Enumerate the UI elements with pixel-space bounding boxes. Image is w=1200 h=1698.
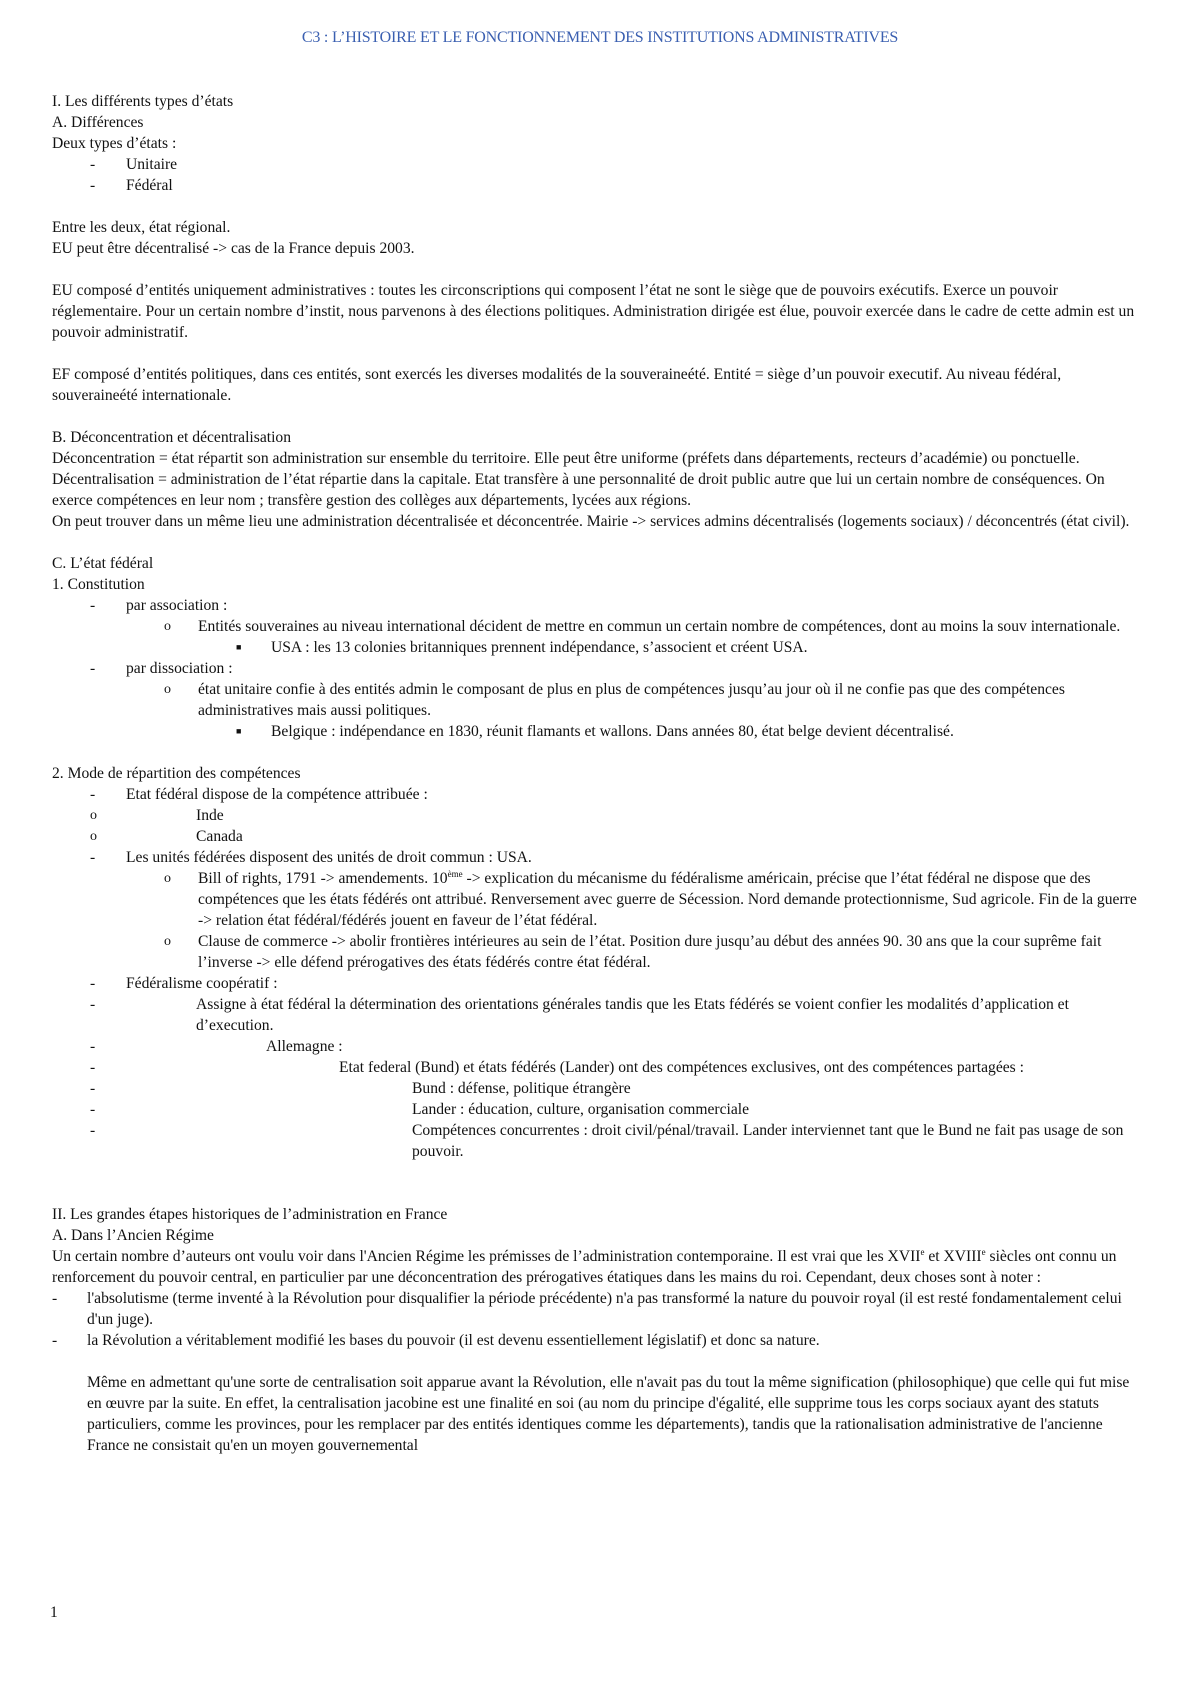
subsection-b-heading: B. Déconcentration et décentralisation <box>52 429 292 446</box>
subsection-a-heading: A. Différences <box>52 114 144 131</box>
constitution-heading: 1. Constitution <box>52 576 145 593</box>
paragraph-mairie: On peut trouver dans un même lieu une administration décentralisée et déconcentrée. Mairie -> services admins décentralisés (logements sociaux) / déconcentrés (état civil). <box>52 513 1130 530</box>
list-item: - Lander : éducation, culture, organisation commerciale <box>90 1101 750 1118</box>
list-item: o Entités souveraines au niveau international décident de mettre en commun un certain nombre de compétences, dont au moins la souv internationale. <box>164 618 1121 635</box>
list-item: - la Révolution a véritablement modifié les bases du pouvoir (il est devenu essentiellement législatif) et donc sa nature. <box>52 1332 820 1349</box>
list-item: - Les unités fédérées disposent des unités de droit commun : USA. <box>90 849 532 866</box>
list-item: - Allemagne : <box>90 1038 343 1055</box>
paragraph-deconcentration: Déconcentration = état répartit son administration sur ensemble du territoire. Elle peut être uniforme (préfets dans départements, recteurs d’académie) ou ponctuelle. <box>52 450 1080 467</box>
paragraph-etat-unitaire: EU composé d’entités uniquement administratives : toutes les circonscriptions qui composent l’état ne sont le siège que de pouvoirs exécutifs. Exerce un pouvoir réglementaire. Pour un certain nombre d’instit, nous parvenons à des élections politiques. Administration dirigée est élue, pouvoir exercée dans le cadre de cette admin est un pouvoir administratif. <box>52 282 1135 341</box>
list-item: - Fédéral <box>90 177 173 194</box>
list-item: - Bund : défense, politique étrangère <box>90 1080 631 1097</box>
list-item: - Compétences concurrentes : droit civil/pénal/travail. Lander interviennet tant que le Bund ne fait pas usage de son pouvoir. <box>90 1122 1124 1160</box>
section-1-heading: I. Les différents types d’états <box>52 93 234 110</box>
paragraph: EU peut être décentralisé -> cas de la France depuis 2003. <box>52 240 415 257</box>
ancien-regime-heading: A. Dans l’Ancien Régime <box>52 1227 214 1244</box>
page-content <box>52 91 1142 1456</box>
list-item: ■ Belgique : indépendance en 1830, réunit flamants et wallons. Dans années 80, état belge devient décentralisé. <box>236 723 954 740</box>
list-item: - Assigne à état fédéral la détermination des orientations générales tandis que les Etats fédérés se voient confier les modalités d’application et d’execution. <box>90 996 1069 1034</box>
list-item: o Clause de commerce -> abolir frontières intérieures au sein de l’état. Position dure jusqu’au début des années 90. 30 ans que la cour suprême fait l’inverse -> elle défend prérogatives des états fédérés contre état fédéral. <box>164 933 1102 971</box>
paragraph-decentralisation: Décentralisation = administration de l’état répartie dans la capitale. Etat transfère à une personnalité de droit public autre que lui un certain nombre de conséquences. On exerce compétences en leur nom ; transfère gestion des collèges aux départements, lycées aux régions. <box>52 471 1105 509</box>
list-item: - Etat fédéral dispose de la compétence attribuée : <box>90 786 428 803</box>
list-item: - Fédéralisme coopératif : <box>90 975 278 992</box>
list-item: - Unitaire <box>90 156 178 173</box>
list-item: o état unitaire confie à des entités admin le composant de plus en plus de compétences jusqu’au jour où il ne confie pas que des compétences administratives mais aussi politiques. <box>164 681 1065 719</box>
list-item: - l'absolutisme (terme inventé à la Révolution pour disqualifier la période précédente) n'a pas transformé la nature du pouvoir royal (il est resté fondamentalement celui d'un juge). <box>52 1290 1122 1328</box>
repartition-heading: 2. Mode de répartition des compétences <box>52 765 301 782</box>
section-2-heading: II. Les grandes étapes historiques de l’administration en France <box>52 1206 448 1223</box>
paragraph-etat-federal: EF composé d’entités politiques, dans ces entités, sont exercés les diverses modalités de la souveraineété. Entité = siège d’un pouvoir executif. Au niveau fédéral, souveraineété internationale. <box>52 366 1062 404</box>
page-number: 1 <box>50 1604 58 1621</box>
list-item: - par dissociation : <box>90 660 233 677</box>
paragraph: Entre les deux, état régional. <box>52 219 231 236</box>
subsection-c-heading: C. L’état fédéral <box>52 555 154 572</box>
list-item: - Etat federal (Bund) et états fédérés (Lander) ont des compétences exclusives, ont des compétences partagées : <box>90 1059 1024 1076</box>
list-item: o Canada <box>90 828 243 845</box>
paragraph-ancien-regime: Un certain nombre d’auteurs ont voulu voir dans l'Ancien Régime les prémisses de l’administration contemporaine. Il est vrai que les XVIIe et XVIIIe siècles ont connu un renforcement du pouvoir central, en particulier par une déconcentration des prérogatives étatiques dans les mains du roi. Cependant, deux choses sont à noter : <box>52 1246 1117 1286</box>
list-item: - par association : <box>90 597 228 614</box>
list-item: o Bill of rights, 1791 -> amendements. 10ème -> explication du mécanisme du fédéralisme américain, précise que l’état fédéral ne dispose que des compétences que les états fédérés ont attribué. Renversement avec guerre de Sécession. Nord demande protectionnisme, Sud agricole. Fin de la guerre -> relation état fédéral/fédérés jouent en faveur de l’état fédéral. <box>164 868 1137 929</box>
paragraph-centralisation: Même en admettant qu'une sorte de centralisation soit apparue avant la Révolution, elle n'avait pas du tout la même signification (philosophique) que celle qui fut mise en œuvre par la suite. En effet, la centralisation jacobine est une finalité en soi (au nom du principe d'égalité, elle supprime tous les corps sociaux ayant des statuts particuliers, comme les provinces, pour les remplacer par des entités identiques comme les départements), tandis que la rationalisation administrative de l'ancienne France ne consistait qu'en un moyen gouvernemental <box>87 1374 1130 1454</box>
list-item: ■ USA : les 13 colonies britanniques prennent indépendance, s’associent et créent USA. <box>236 639 808 656</box>
types-intro: Deux types d’états : <box>52 135 177 152</box>
list-item: o Inde <box>90 807 224 824</box>
page-title: C3 : L’HISTOIRE ET LE FONCTIONNEMENT DES INSTITUTIONS ADMINISTRATIVES <box>301 29 899 46</box>
